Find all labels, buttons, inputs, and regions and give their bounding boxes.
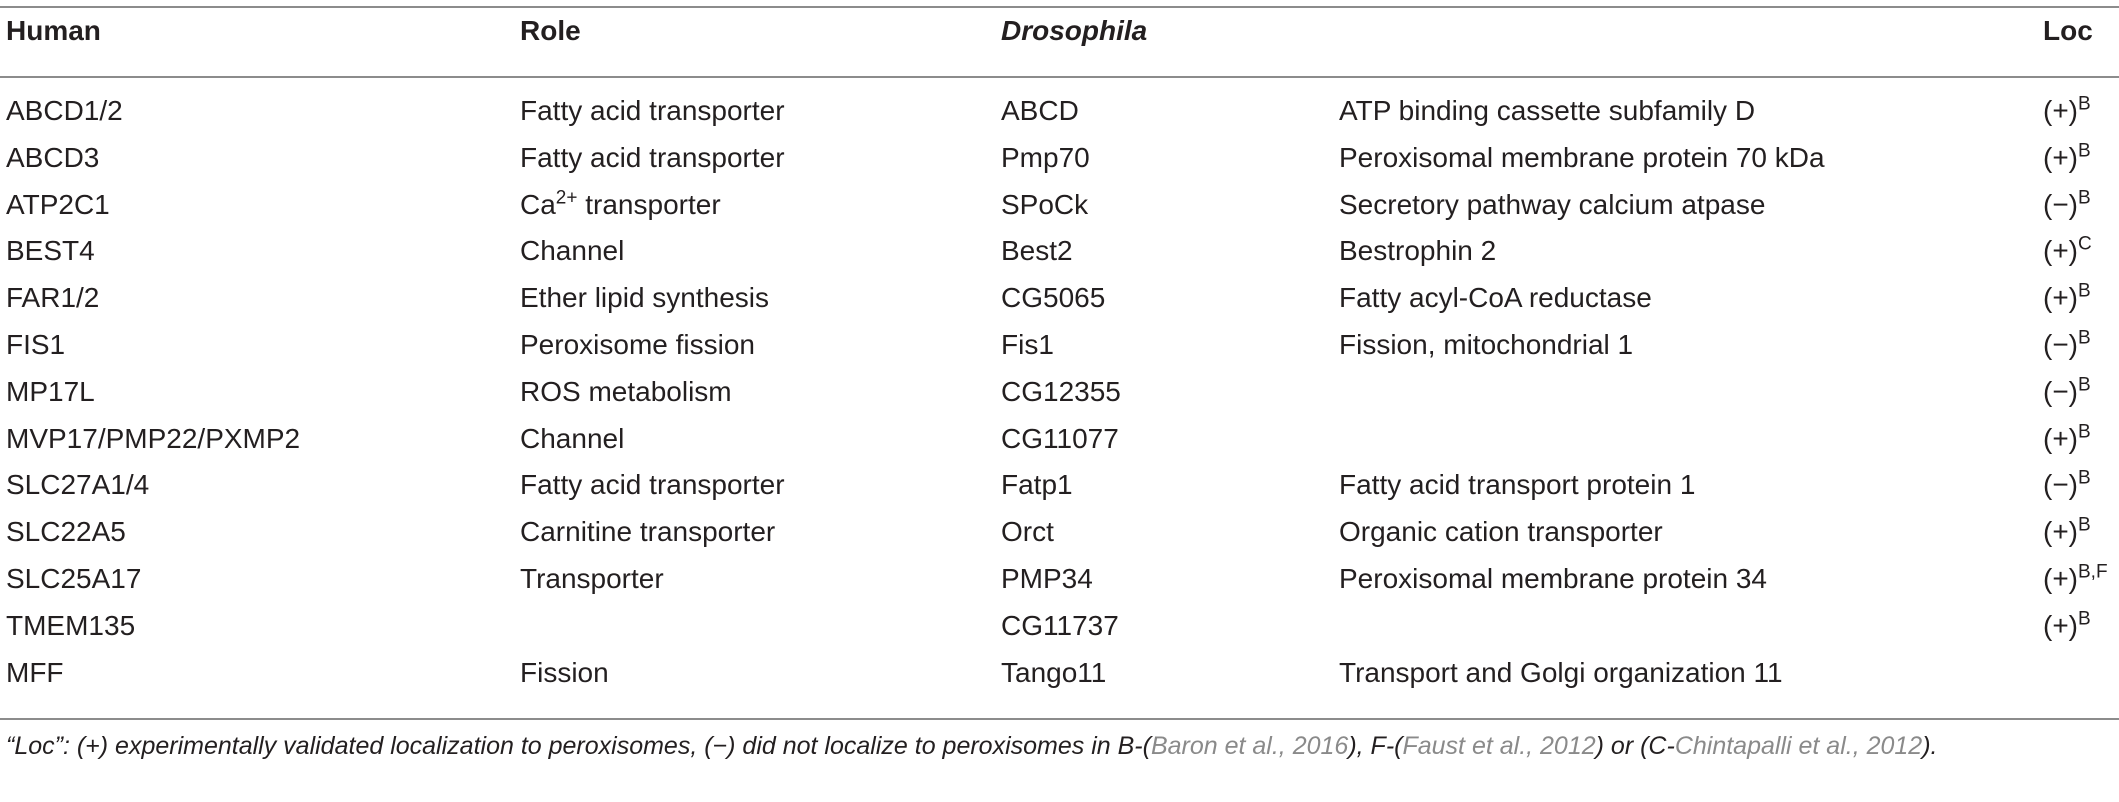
cell-human: ABCD1/2 xyxy=(6,95,123,126)
header-drosophila: Drosophila xyxy=(1001,15,1148,46)
cell-description: Bestrophin 2 xyxy=(1339,235,1497,267)
cell-drosophila: Fis1 xyxy=(1001,329,1054,360)
cell-human: MVP17/PMP22/PXMP2 xyxy=(6,422,301,454)
cell-description: Fission, mitochondrial 1 xyxy=(1339,329,1634,360)
cell-drosophila: Orct xyxy=(1001,516,1054,548)
role-superscript: 2+ xyxy=(555,187,578,209)
cell-loc xyxy=(2043,415,2091,462)
loc-reference: B,F xyxy=(2078,561,2108,583)
loc-reference: B xyxy=(2078,608,2091,630)
table-row xyxy=(0,555,2119,602)
citation-faust-2012[interactable]: Faust et al., 2012 xyxy=(1402,732,1596,760)
cell-human: ABCD3 xyxy=(6,141,100,173)
loc-reference: B xyxy=(2078,374,2091,396)
header-human: Human xyxy=(6,15,101,46)
cell-drosophila: Best2 xyxy=(1001,235,1073,267)
table-row xyxy=(0,227,2119,274)
role-text: Ether lipid synthesis xyxy=(520,282,770,314)
cell-description: Organic cation transporter xyxy=(1339,516,1663,548)
role-text: Carnitine transporter xyxy=(520,516,776,548)
cell-human: FAR1/2 xyxy=(6,282,100,314)
table-row xyxy=(0,415,2119,462)
role-text: Channel xyxy=(520,422,625,454)
table-row xyxy=(0,602,2119,649)
cell-human: ATP2C1 xyxy=(6,188,110,220)
cell-loc xyxy=(2043,134,2091,181)
cell-role xyxy=(520,227,624,274)
cell-role xyxy=(520,321,755,368)
citation-chintapalli-2012[interactable]: Chintapalli et al., 2012 xyxy=(1674,732,1923,760)
loc-reference: C xyxy=(2078,234,2092,256)
cell-drosophila: CG5065 xyxy=(1001,282,1106,314)
loc-symbol: (+) xyxy=(2043,141,2078,173)
role-text: Ca xyxy=(520,188,556,220)
table-row xyxy=(0,181,2119,228)
header-role: Role xyxy=(520,15,581,46)
loc-symbol: (+) xyxy=(2043,282,2078,314)
header-loc: Loc xyxy=(2043,15,2093,46)
role-text: Fatty acid transporter xyxy=(520,95,785,126)
cell-role xyxy=(520,87,785,134)
cell-drosophila: ABCD xyxy=(1001,95,1079,126)
cell-loc xyxy=(2043,508,2091,555)
loc-reference: B xyxy=(2078,93,2091,115)
table-bottom-rule xyxy=(0,718,2119,720)
loc-reference: B xyxy=(2078,421,2091,443)
cell-description: Transport and Golgi organization 11 xyxy=(1339,656,1783,688)
table-footnote xyxy=(6,728,2106,764)
loc-symbol: (+) xyxy=(2043,95,2078,126)
cell-drosophila: CG11077 xyxy=(1001,422,1119,454)
cell-human: MP17L xyxy=(6,375,95,407)
footnote-text-4: ). xyxy=(1922,732,1938,760)
role-text: ROS metabolism xyxy=(520,375,732,407)
table-row xyxy=(0,368,2119,415)
cell-loc xyxy=(2043,274,2091,321)
table-header-row xyxy=(0,7,2119,54)
cell-role xyxy=(520,274,769,321)
cell-role xyxy=(520,508,775,555)
role-text: Fission xyxy=(520,656,609,688)
cell-role xyxy=(520,555,664,602)
table-row xyxy=(0,649,2119,696)
cell-human: SLC25A17 xyxy=(6,563,142,594)
cell-loc xyxy=(2043,227,2092,274)
cell-loc xyxy=(2043,368,2091,415)
cell-loc xyxy=(2043,555,2108,602)
cell-drosophila: CG11737 xyxy=(1001,609,1119,641)
cell-role xyxy=(520,649,609,696)
loc-symbol: (−) xyxy=(2043,188,2078,220)
loc-reference: B xyxy=(2078,468,2091,490)
citation-baron-2016[interactable]: Baron et al., 2016 xyxy=(1150,732,1349,760)
table-row xyxy=(0,274,2119,321)
footnote-text-2: ), F-( xyxy=(1348,732,1403,760)
cell-drosophila: Pmp70 xyxy=(1001,141,1090,173)
cell-drosophila: Fatp1 xyxy=(1001,469,1073,501)
cell-human: MFF xyxy=(6,656,64,688)
cell-human: TMEM135 xyxy=(6,609,136,641)
cell-role xyxy=(520,134,785,181)
loc-reference: B xyxy=(2078,187,2091,209)
cell-description: Peroxisomal membrane protein 34 xyxy=(1339,563,1767,594)
cell-description: Peroxisomal membrane protein 70 kDa xyxy=(1339,141,1825,173)
cell-drosophila: SPoCk xyxy=(1001,188,1089,220)
loc-symbol: (−) xyxy=(2043,469,2078,501)
loc-symbol: (+) xyxy=(2043,422,2078,454)
cell-drosophila: Tango11 xyxy=(1001,656,1107,688)
cell-human: BEST4 xyxy=(6,235,95,267)
cell-description: Fatty acyl-CoA reductase xyxy=(1339,282,1652,314)
role-text: Peroxisome fission xyxy=(520,329,755,360)
loc-symbol: (+) xyxy=(2043,235,2078,267)
cell-loc xyxy=(2043,461,2091,508)
footnote-text-3: ) or (C- xyxy=(1595,732,1675,760)
table-row xyxy=(0,508,2119,555)
cell-loc xyxy=(2043,602,2091,649)
cell-role xyxy=(520,368,732,415)
cell-human: SLC27A1/4 xyxy=(6,469,150,501)
cell-description: Fatty acid transport protein 1 xyxy=(1339,469,1696,501)
footnote-text-1: “Loc”: (+) experimentally validated localization to peroxisomes, (−) did not localize to peroxisomes in B-( xyxy=(6,732,1151,760)
cell-loc xyxy=(2043,87,2091,134)
cell-loc xyxy=(2043,321,2091,368)
table-row xyxy=(0,134,2119,181)
table-row xyxy=(0,461,2119,508)
loc-symbol: (−) xyxy=(2043,329,2078,360)
loc-symbol: (−) xyxy=(2043,375,2078,407)
role-text: Fatty acid transporter xyxy=(520,469,785,501)
role-text: Fatty acid transporter xyxy=(520,141,785,173)
cell-role xyxy=(520,461,785,508)
loc-reference: B xyxy=(2078,280,2091,302)
cell-role xyxy=(520,181,721,228)
cell-drosophila: PMP34 xyxy=(1001,563,1093,594)
loc-reference: B xyxy=(2078,514,2091,536)
table-row xyxy=(0,87,2119,134)
cell-human: FIS1 xyxy=(6,329,66,360)
loc-symbol: (+) xyxy=(2043,609,2078,641)
loc-symbol: (+) xyxy=(2043,563,2078,594)
role-text: Transporter xyxy=(520,563,664,594)
role-suffix: transporter xyxy=(577,188,721,220)
cell-loc xyxy=(2043,181,2091,228)
loc-reference: B xyxy=(2078,327,2091,349)
role-text: Channel xyxy=(520,235,625,267)
table-header-rule xyxy=(0,76,2119,78)
table-row xyxy=(0,321,2119,368)
cell-role xyxy=(520,415,624,462)
cell-human: SLC22A5 xyxy=(6,516,126,548)
cell-description: Secretory pathway calcium atpase xyxy=(1339,188,1766,220)
loc-reference: B xyxy=(2078,140,2091,162)
cell-drosophila: CG12355 xyxy=(1001,375,1121,407)
loc-symbol: (+) xyxy=(2043,516,2078,548)
cell-description: ATP binding cassette subfamily D xyxy=(1339,95,1756,126)
